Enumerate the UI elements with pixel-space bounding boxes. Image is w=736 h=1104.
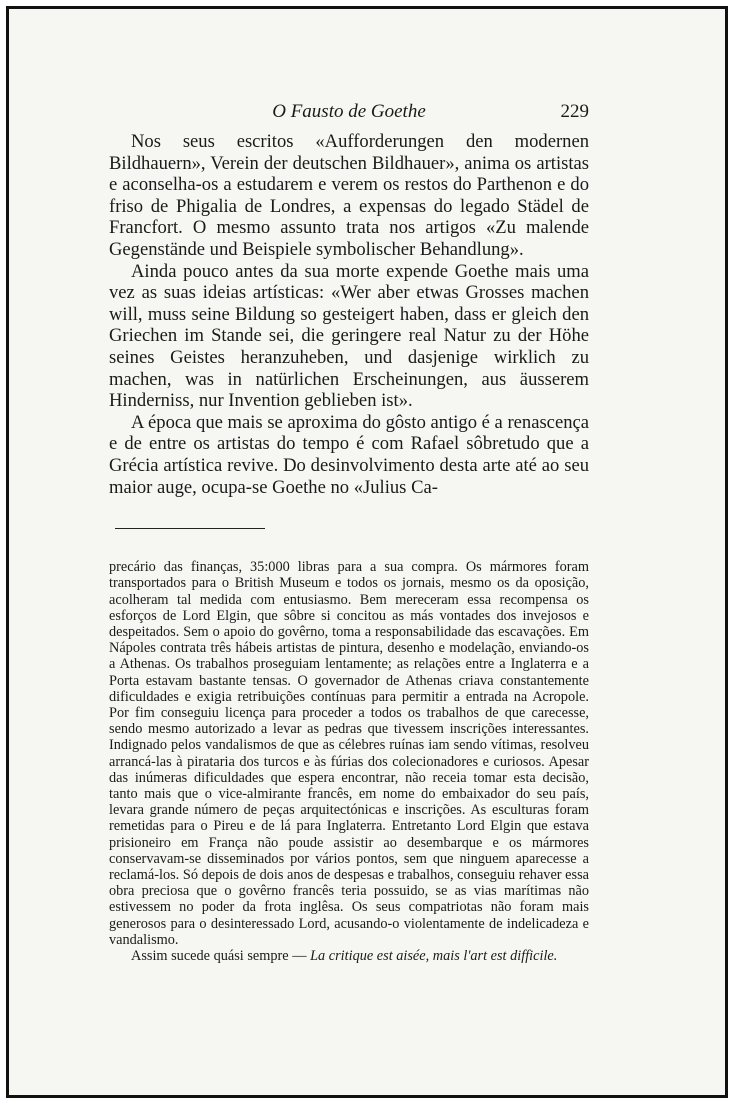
footnote-divider bbox=[115, 528, 265, 529]
paragraph-3: A época que mais se aproxima do gôsto antigo é a renascença e de entre os artistas do tempo é com Rafael sôbretudo que a Grécia artística revive. Do desinvolvimento desta arte até ao seu maior auge, ocupa-se Goethe no «Julius Ca- bbox=[109, 411, 589, 498]
scanned-page bbox=[6, 6, 728, 1098]
footnote bbox=[109, 559, 589, 964]
running-title: O Fausto de Goethe bbox=[272, 101, 426, 122]
footnote-closing bbox=[109, 948, 589, 964]
footnote-closing-text: Assim sucede quási sempre — bbox=[131, 947, 307, 964]
footnote-closing-quote: La critique est aisée, mais l'art est difficile. bbox=[310, 947, 558, 964]
page-header bbox=[109, 97, 589, 131]
page-content bbox=[109, 97, 589, 964]
paragraph-1: Nos seus escritos «Aufforderungen den modernen Bildhauern», Verein der deutschen Bildhauer», anima os artistas e aconselha-os a estudarem e verem os restos do Parthenon e do friso de Phigalia de Londres, a expensas do legado Städel de Francfort. O mesmo assunto trata nos artigos «Zu malende Gegenstände und Beispiele symbolischer Behandlung». bbox=[109, 131, 589, 260]
paragraph-2: Ainda pouco antes da sua morte expende Goethe mais uma vez as suas ideias artísticas: «Wer aber etwas Grosses machen will, muss seine Bildung so gesteigert haben, dass er gleich den Griechen im Stande sei, die geringere real Natur zu der Höhe seines Geistes heranzuheben, und dasjenige wirklich zu machen, was in natürlichen Erscheinungen, aus äusserem Hinderniss, nur Invention geblieben ist». bbox=[109, 260, 589, 412]
footnote-text: precário das finanças, 35:000 libras para a sua compra. Os mármores foram transportados para o British Museum e todos os jornais, mesmo os da oposição, acolheram tal medida com entusiasmo. Bem mereceram essa recompensa os esforços de Lord Elgin, que sôbre si concitou as más vontades dos invejosos e despeitados. Sem o apoio do govêrno, toma a responsabilidade das escavações. Em Nápoles contrata três hábeis artistas de pintura, desenho e modelação, enviando-os a Athenas. Os trabalhos proseguiam lentamente; as relações entre a Inglaterra e a Porta estavam bastante tensas. O governador de Athenas criava constantemente dificuldades e exigia retribuições contínuas para permitir a entrada na Acropole. Por fim conseguiu licença para proceder a todos os trabalhos de que carecesse, sendo mesmo autorizado a levar as pedras que tivessem inscrições interessantes. Indignado pelos vandalismos de que as célebres ruínas iam sendo vítimas, resolveu arrancá-las à pirataria dos turcos e às fúrias dos colecionadores e curiosos. Apesar das inúmeras dificuldades que espera encontrar, não receia tomar esta decisão, tanto mais que o vice-almirante francês, em nome do embaixador do seu país, levara grande número de peças arquitectónicas e inscrições. As esculturas foram remetidas para o Pireu e de lá para Inglaterra. Entretanto Lord Elgin que estava prisioneiro em França não poude assistir ao desembarque e os mármores conservavam-se disseminados por vários pontos, sem que ninguem aparecesse a reclamá-los. Só depois de dois anos de despesas e trabalhos, conseguiu rehaver essa obra preciosa que o govêrno francês teria possuido, se as vias marítimas não estivessem no poder da frota inglêsa. Os seus compatriotas não foram mais generosos para o desinteressado Lord, acusando-o violentamente de indelicadeza e vandalismo. bbox=[109, 559, 589, 948]
main-text bbox=[109, 131, 589, 498]
page-number: 229 bbox=[560, 101, 589, 122]
